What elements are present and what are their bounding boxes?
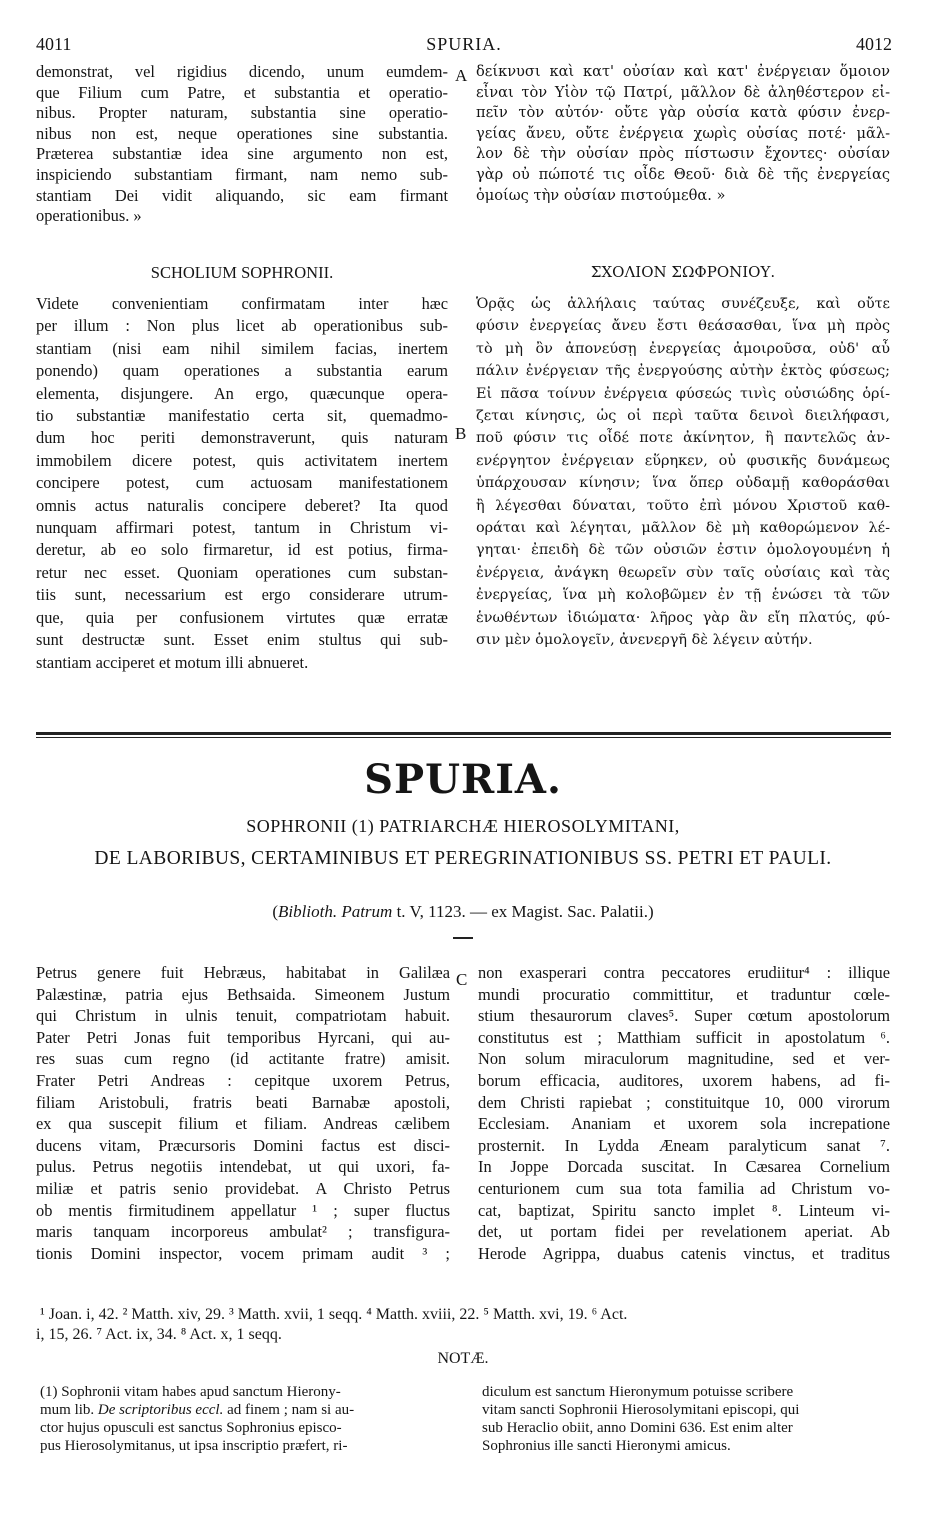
text-line: stantiam (nisi eam nihil similem facias, inertem: [36, 338, 448, 358]
text-line: Non solum miraculorum magnitudine, sed et ver-: [478, 1049, 890, 1069]
section-divider-thin: [36, 737, 891, 738]
note-line: (1) Sophronii vitam habes apud sanctum Hierony-: [40, 1384, 341, 1400]
note-line: sub Heraclio obiit, anno Domini 636. Est enim alter: [482, 1420, 793, 1436]
top-right-greek-text: [476, 62, 890, 206]
text-line: ἢ λέγεσθαι δύναται, τοῦτο ἐπὶ μόνου Χριστοῦ καθ-: [476, 497, 890, 514]
top-left-latin-text: [36, 62, 448, 227]
text-line: per illum : Non plus licet ab operationibus sub-: [36, 316, 448, 336]
footnotes: [36, 1305, 900, 1345]
text-line: stantiam Dei vidit aliquando, sic eam firmant: [36, 185, 448, 205]
text-line: οράται καὶ λέγηται, μᾶλλον δὲ μὴ καθορώμενον λέ-: [476, 520, 890, 537]
text-line: immobilem dicere potest, quis activitatem inertem: [36, 450, 448, 470]
text-line: retur nec esset. Quoniam operationes cum substan-: [36, 562, 448, 582]
left-column-number: 4011: [36, 34, 72, 54]
text-line: constitutus est ; Matthiam sufficit in apostolatum ⁶.: [478, 1027, 890, 1047]
italic-book-title: De scriptoribus eccl.: [97, 1402, 224, 1418]
text-line: ponendo) quam operationes a substantia earum: [36, 361, 448, 381]
text-line: res suas cum regno (id actitante fratre) amisit.: [36, 1049, 450, 1069]
text-line: mundi procuratio committitur, et traduntur cœle-: [478, 984, 890, 1004]
text-line: γηται· ἐπειδὴ δὲ τῶν οὐσιῶν ἐστιν ὁμολογουμένη ἡ: [476, 542, 890, 559]
text-line: demonstrat, vel rigidius dicendo, unum eumdem-: [36, 62, 448, 81]
work-title-line: DE LABORIBUS, CERTAMINIBUS ET PEREGRINATIONIBUS SS. PETRI ET PAULI.: [94, 848, 832, 869]
text-line: non exasperari contra peccatores erudiitur⁴ : illique: [478, 963, 890, 982]
text-line: γὰρ οὐ πώποτέ τις οἶδε Θεοῦ· διὰ δὲ τῆς ἐνεργείας: [476, 165, 890, 183]
text-line: maris tanquam incorporeus ambulat² ; transfigura-: [36, 1222, 450, 1242]
text-line: ὁμοίως τὴν οὐσίαν πιστούμεθα. »: [476, 186, 726, 204]
text-line: elementa, disjungere. An ergo, quæcunque opera-: [36, 383, 448, 403]
footnote-line: ¹ Joan. i, 42. ² Matth. xiv, 29. ³ Matth. xvii, 1 seqq. ⁴ Matth. xviii, 22. ⁵ Matth. xvi, 19. ⁶ Act.: [40, 1306, 628, 1323]
footnote-line: i, 15, 26. ⁷ Act. ix, 34. ⁸ Act. x, 1 seqq.: [36, 1326, 282, 1343]
text-line: Ὁρᾷς ὡς ἀλλήλαις ταύτας συνέζευξε, καὶ οὔτε: [476, 296, 890, 312]
note-line: mum lib. De scriptoribus eccl. ad finem ; nam si au-: [40, 1402, 355, 1418]
text-line: tio substantiæ manifestatio certa sit, quemadmo-: [36, 406, 448, 426]
scholium-latin-text: [36, 293, 448, 674]
scholium-greek-heading: ΣΧΟΛΙΟΝ ΣΩΦΡΟΝΙΟΥ.: [590, 263, 776, 281]
text-line: λον δὲ τὴν οὐσίαν πρὸς πίστωσιν ἔχοντες· οὐσίαν: [476, 145, 890, 163]
text-line: πάλιν ἐνέργειαν τῆς ἐνεργούσης αὐτὴν ἐκτὸς φύσεως;: [476, 363, 890, 380]
text-line: qui Christum in ulnis tenuit, compatriotam habuit.: [36, 1006, 450, 1026]
text-line: ζεται κίνησις, ὡς οἱ περὶ ταῦτα δεινοὶ διειλήφασι,: [476, 408, 890, 425]
text-line: ποῦ φύσιν τις οἶδέ ποτε ἀκίνητον, ἢ παντελῶς ἀν-: [476, 430, 890, 447]
note-line: vitam sancti Sophronii Hierosolymitani episcopi, qui: [482, 1402, 800, 1418]
text-line: concipere potest, cum actuosam manifestationem: [36, 473, 448, 493]
text-line: ἐνεργείας, ἵνα μὴ κολοβῶμεν ἐν τῇ ἑνώσει τὰ τῶν: [476, 587, 890, 604]
text-line: operationibus. »: [36, 206, 142, 226]
text-line: que Filium cum Patre, et substantia et operatio-: [36, 82, 448, 102]
text-line: ἑνωθέντων ἰδιώματα· λῆρος γὰρ ἂν εἴη πλατύς, φύ-: [476, 609, 890, 626]
text-line: miliæ et patris senio providebat. A Christo Petrus: [36, 1178, 450, 1198]
text-line: Pater Petri Jonas fuit temporibus Hyrcani, qui au-: [36, 1027, 450, 1047]
notes-left-column: [40, 1383, 448, 1455]
margin-marker-a: A: [455, 66, 468, 85]
text-line: stantiam acciperet et motum illi abnueret.: [36, 652, 309, 672]
text-line: nibus. Propter naturam, substantia sine operatio-: [36, 103, 448, 123]
body-left-column: [36, 962, 450, 1264]
body-right-column: [478, 962, 890, 1264]
text-line: εἶναι τὸν Υἱὸν τῷ Πατρί, μᾶλλον δὲ ἀληθέστερον εἰ-: [476, 83, 890, 101]
text-line: σιν μὲν ὁμολογεῖν, ἀνενεργῆ δὲ λέγειν αὐτήν.: [476, 632, 813, 649]
text-line: πεῖν τὸν αὐτόν· οὔτε γὰρ οὐσία κατὰ φύσιν ἐνερ-: [476, 104, 890, 122]
text-line: cat, baptizat, Spiritu sancto implet ⁸. Linteum vi-: [478, 1200, 890, 1220]
page-header: [36, 34, 892, 56]
text-line: ὑπάρχουσαν κίνησιν; ἵνα ὅπερ οὐδαμῇ καθοράσθαι: [476, 475, 890, 492]
text-line: Petrus genere fuit Hebræus, habitabat in Galilæa: [36, 963, 450, 982]
title-short-rule: [453, 937, 473, 939]
text-line: δείκνυσι καὶ κατ' οὐσίαν καὶ κατ' ἐνέργειαν ὅμοιον: [476, 63, 890, 80]
source-citation: [0, 902, 926, 922]
text-line: tionis Domini inspector, vocem primam audit ³ ;: [36, 1243, 450, 1263]
text-line: φύσιν ἐνεργείας ἄνευ ἔστι θεάσασθαι, ἵνα μὴ πρὸς: [476, 318, 890, 335]
note-line: diculum est sanctum Hieronymum potuisse scribere: [482, 1384, 794, 1400]
text-line: dum hoc periti demonstraverunt, quis naturam: [36, 428, 448, 448]
text-line: ob mentis firmitudinem appellatur ¹ ; super fluctus: [36, 1200, 450, 1220]
text-line: inspiciendo substantiam firmant, nam nemo sub-: [36, 164, 448, 184]
text-line: omnis actus naturalis concipere deberet? Ita quod: [36, 495, 448, 515]
text-line: centurionem cum sua tota familia ad Christum vo-: [478, 1178, 890, 1198]
note-line: pus Hierosolymitanus, ut ipsa inscriptio præfert, ri-: [40, 1438, 348, 1454]
note-line: ctor hujus opusculi est sanctus Sophronius episco-: [40, 1420, 342, 1436]
text-line: Ecclesiam. Ananiam et uxorem sola increpatione: [478, 1114, 890, 1134]
text-line: Præterea substantiæ idea sine argumento non est,: [36, 144, 448, 164]
text-line: filiam Aristobuli, fratris beati Barnabæ apostoli,: [36, 1092, 450, 1112]
text-line: nibus non est, neque operationes sine substantia.: [36, 123, 448, 143]
text-line: nunquam affirmari potest, tantum in Christum vi-: [36, 518, 448, 538]
source-rest: t. V, 1123. — ex Magist. Sac. Palatii.): [392, 902, 654, 921]
scholium-latin-heading: SCHOLIUM SOPHRONII.: [150, 263, 334, 282]
section-title: SPURIA.: [364, 756, 562, 803]
text-line: Videte convenientiam confirmatam inter hæc: [36, 294, 448, 313]
source-italic: Biblioth. Patrum: [278, 902, 393, 921]
text-line: Palæstinæ, patria ejus Bethsaida. Simeonem Justum: [36, 984, 450, 1004]
work-author-line: SOPHRONII (1) PATRIARCHÆ HIEROSOLYMITANI,: [246, 816, 680, 836]
scholium-greek-text: [476, 293, 890, 652]
text-line: sunt destructæ sunt. Esset enim stultus qui sub-: [36, 630, 448, 650]
text-line: prosternit. In Lydda Æneam paralyticum sanat ⁷.: [478, 1135, 890, 1155]
note-line: Sophronius ille sancti Hieronymi amicus.: [482, 1438, 731, 1454]
text-line: dem Christi rapiebat ; constituitque 10, 000 virorum: [478, 1092, 890, 1112]
source-paren: (: [272, 902, 279, 921]
text-line: tiis sunt, necessarium est ergo considerare utrum-: [36, 585, 448, 605]
right-column-number: 4012: [856, 34, 892, 54]
text-line: borum efficacia, auditores, uxorem habens, ad fi-: [478, 1070, 890, 1090]
text-line: γείας ἄνευ, οὔτε ἐνέργεια χωρὶς οὐσίας ποτέ· μᾶλ-: [476, 124, 890, 142]
text-line: pulus. Petrus negotiis intendebat, ut qui uxori, fa-: [36, 1157, 450, 1177]
text-line: det, ut portam fidei per revelationem aperiat. Ab: [478, 1222, 890, 1242]
text-line: stium thesaurorum claves⁵. Super cœtum apostolorum: [478, 1006, 890, 1026]
text-line: Frater Petri Andreas : cepitque uxorem Petrus,: [36, 1070, 450, 1090]
margin-marker-c: C: [456, 970, 468, 989]
text-line: ἐνέργεια, ἀνάγκη θεωρεῖν σὺν ταῖς οὐσίαις καὶ τὰς: [476, 564, 890, 581]
notes-heading: NOTÆ.: [437, 1350, 489, 1367]
text-line: deretur, ab eo solo firmaretur, id est potius, firma-: [36, 540, 448, 560]
text-line: In Joppe Dorcada suscitat. In Cæsarea Cornelium: [478, 1157, 890, 1177]
section-divider-thick: [36, 732, 891, 735]
margin-marker-b: B: [455, 424, 467, 443]
running-title: SPURIA.: [426, 34, 502, 54]
notes-right-column: [482, 1383, 886, 1455]
text-line: Εἰ πᾶσα τοίνυν ἐνέργεια φύσεώς τινὶς οὐσιώδης ὁρί-: [476, 385, 890, 402]
text-line: ενέργητον ἐνέργειαν εὕρηκεν, οὐ φυσικῆς δυνάμεως: [476, 452, 890, 469]
text-line: Herode Agrippa, duabus catenis vinctus, et traditus: [478, 1243, 890, 1263]
text-line: ducens vitam, Præcursoris Domini factus est disci-: [36, 1135, 450, 1155]
text-line: que, quia per confusionem virtutes quæ erratæ: [36, 607, 448, 627]
text-line: ex qua suscepit filium et filiam. Andreas cælibem: [36, 1114, 450, 1134]
text-line: τὸ μὴ ὂν ἀπονεύσῃ ἐνεργείας ἀμοιροῦσα, οὐδ' αὖ: [476, 340, 890, 357]
